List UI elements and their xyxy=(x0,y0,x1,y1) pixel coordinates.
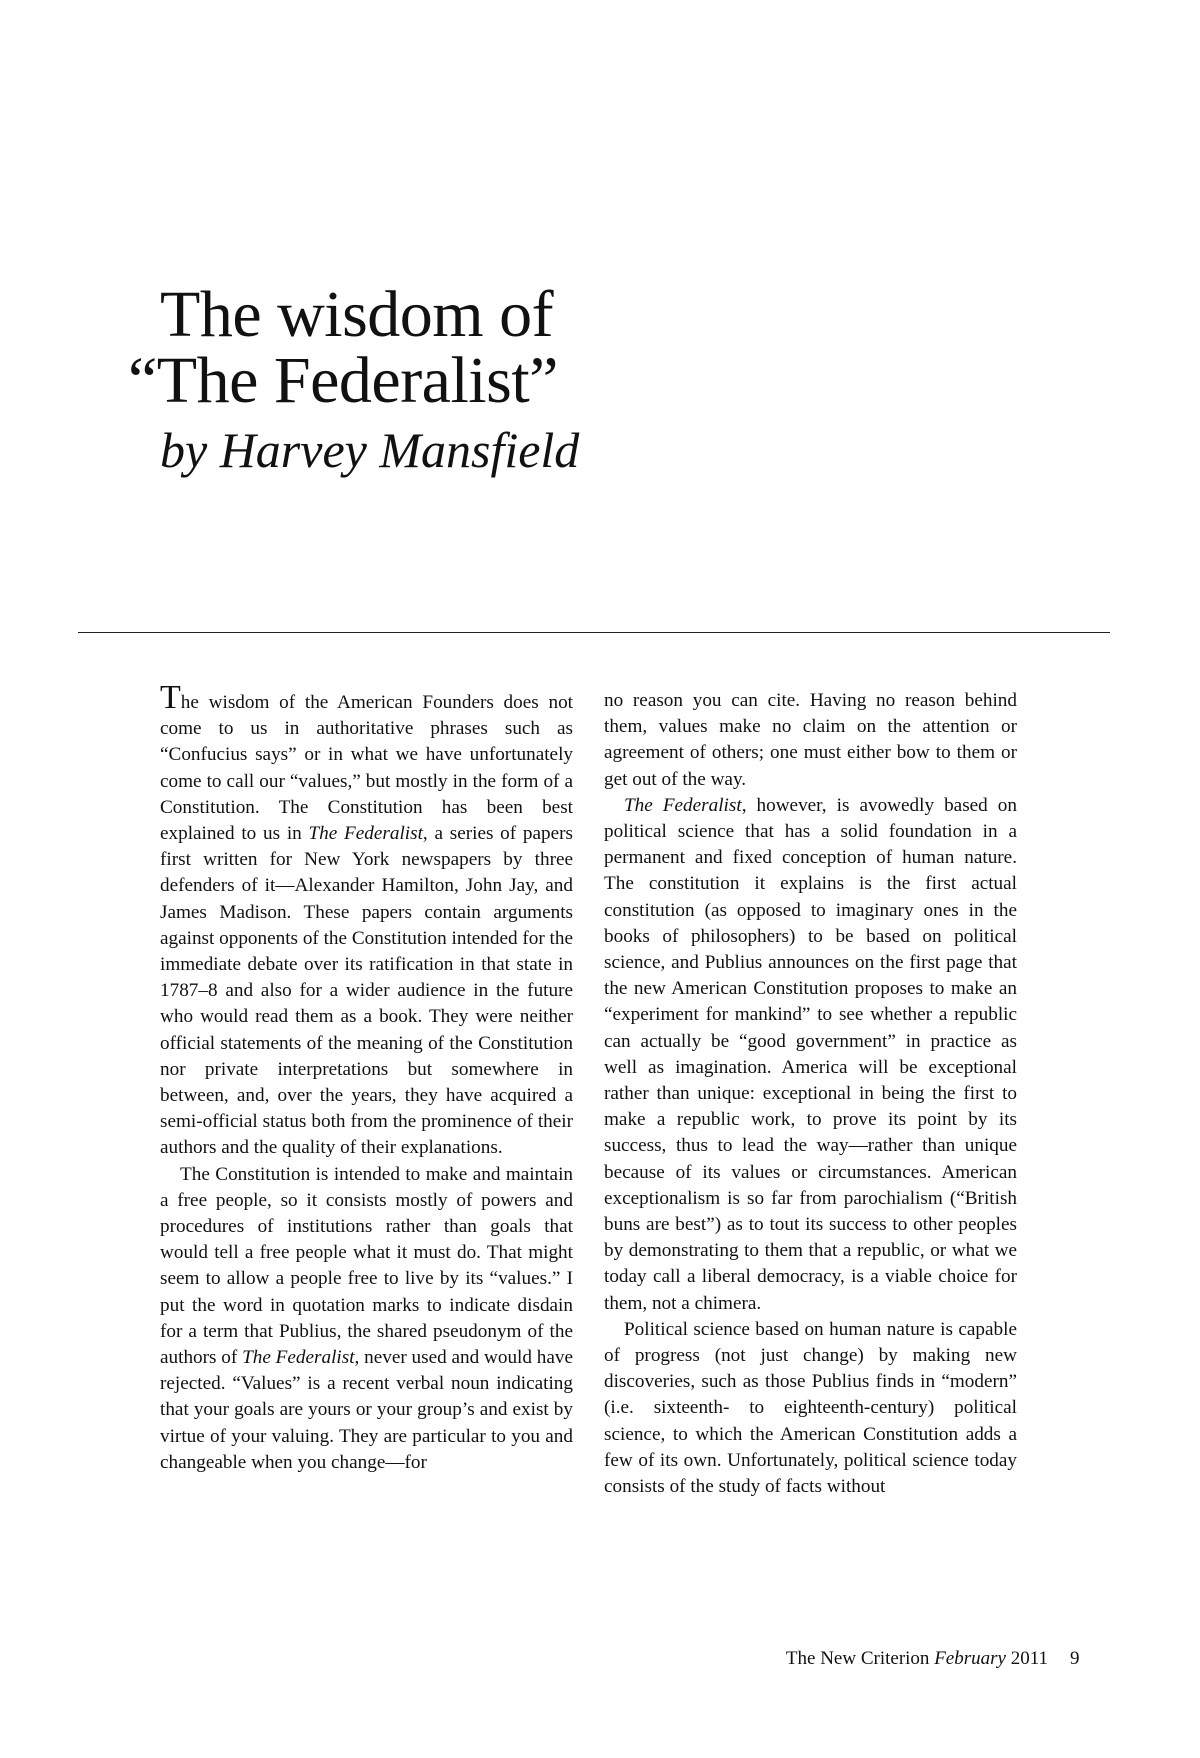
drop-cap: T xyxy=(160,679,181,716)
text-column-right xyxy=(604,688,1017,1500)
paragraph xyxy=(604,793,1017,1317)
paragraph-text: , never used and would have rejected. “Values” is a recent verbal noun indicating that your goals are yours or your group’s and exist by virtue of your valuing. They are particular to you and changeable when you change—for xyxy=(160,1347,573,1473)
article-header xyxy=(128,278,960,480)
paragraph xyxy=(604,688,1017,793)
italic-title: The Federalist xyxy=(242,1347,355,1369)
footer-publication xyxy=(786,1647,1048,1671)
text-column-left xyxy=(160,679,573,1476)
paragraph xyxy=(160,679,573,1162)
issue-year: 2011 xyxy=(1010,1648,1048,1669)
paragraph-text: , however, is avowedly based on political science that has a solid foundation in a permanent and fixed conception of human nature. The constitution it explains is the first actual constitution (as opposed to imaginary ones in the books of philosophers) to be based on political science, and Publius announces on the first page that the new American Constitution proposes to make an “experiment for mankind” to see whether a republic can actually be “good government” in practice as well as imagination. America will be exceptional rather than unique: exceptional in being the first to make a republic work, to prove its point by its success, thus to lead the way—rather than unique because of its values or circumstances. American exceptionalism is so far from parochialism (“British buns are best”) as to tout its success to other peoples by demonstrating to them that a republic, or what we today call a liberal democracy, is a viable choice for them, not a chimera. xyxy=(604,794,1017,1314)
paragraph-text: no reason you can cite. Having no reason behind them, values make no claim on the attention or agreement of others; one must either bow to them or get out of the way. xyxy=(604,690,1017,790)
article-title-line-1: The wisdom of xyxy=(160,278,554,351)
paragraph-text: Political science based on human nature is capable of progress (not just change) by making new discoveries, such as those Publius finds in “modern” (i.e. sixteenth- to eighteenth-century) political science, to which the American Constitution adds a few of its own. Unfortunately, political science today consists of the study of facts without xyxy=(604,1318,1017,1498)
paragraph-text: The Constitution is intended to make and maintain a free people, so it consists mostly of powers and procedures of institutions rather than goals that would tell a free people what it must do. That might seem to allow a people free to live by its “values.” I put the word in quotation marks to indicate disdain for a term that Publius, the shared pseudonym of the authors of xyxy=(160,1163,573,1369)
publication-name: The New Criterion xyxy=(785,1648,930,1669)
article-byline: by Harvey Mansfield xyxy=(160,422,580,478)
paragraph-text: , a series of papers first written for New York newspapers by three defenders of it—Alexander Hamilton, John Jay, and James Madison. These papers contain arguments against opponents of the Constitution intended for the immediate debate over its ratification in that state in 1787–8 and also for a wider audience in the future who would read them as a book. They were neither official statements of the meaning of the Constitution nor private interpretations but somewhere in between, and, over the years, they have acquired a semi-official status both from the prominence of their authors and the quality of their explanations. xyxy=(160,823,573,1159)
horizontal-rule xyxy=(78,632,1110,633)
issue-month: February xyxy=(934,1648,1006,1669)
paragraph-text: he wisdom of the American Founders does not come to us in authoritative phrases such as “Confucius says” or in what we have unfortunately come to call our “values,” but mostly in the form of a Constitution. The Constitution has been best explained to us in xyxy=(160,692,573,845)
paragraph xyxy=(160,1162,573,1476)
italic-title: The Federalist xyxy=(308,823,423,845)
page-number: 9 xyxy=(1070,1648,1080,1669)
article-title-line-2: “The Federalist” xyxy=(128,344,558,417)
italic-title: The Federalist xyxy=(624,794,742,816)
paragraph xyxy=(604,1317,1017,1500)
